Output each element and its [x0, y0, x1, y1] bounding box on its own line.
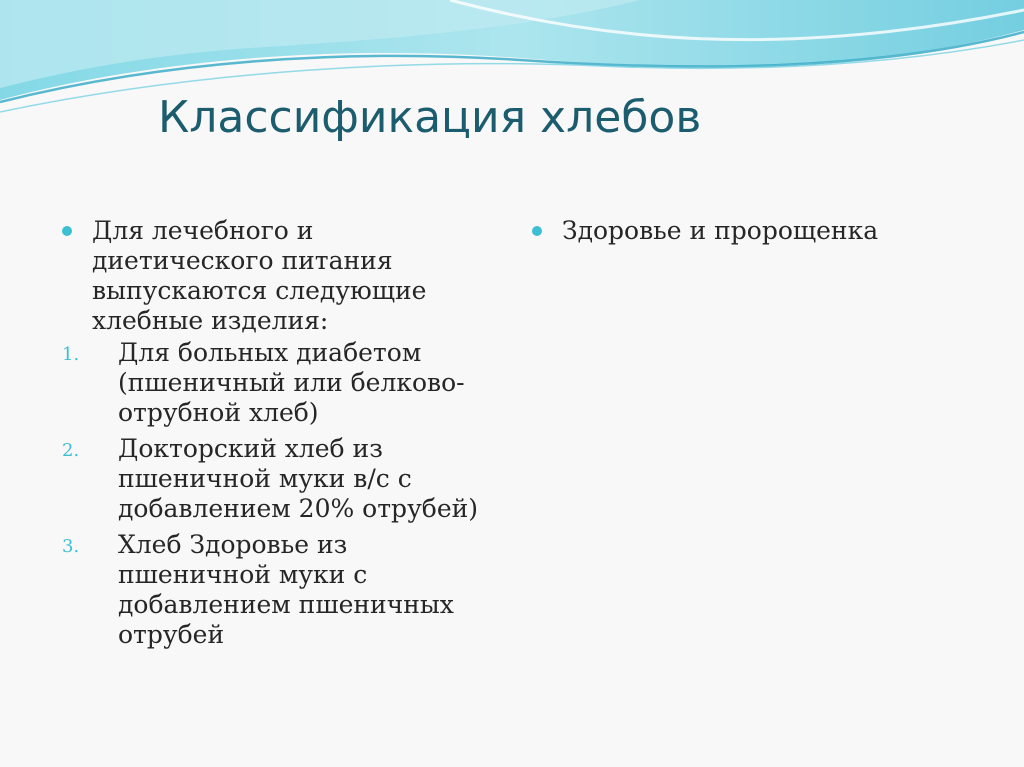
bullet-item: [62, 216, 502, 336]
intro-text: Для лечебного и диетического питания выпускаются следующие хлебные изделия:: [92, 216, 427, 335]
list-number: 3.: [62, 536, 80, 557]
right-bullet-text: Здоровье и пророщенка: [562, 216, 879, 245]
list-number: 1.: [62, 344, 80, 365]
list-item: [62, 434, 502, 524]
list-item: [62, 530, 502, 650]
left-column: [62, 216, 502, 656]
list-item: [62, 338, 502, 428]
bullet-dot-icon: [532, 226, 542, 236]
bullet-item: [532, 216, 1002, 246]
slide-title: Классификация хлебов: [158, 92, 702, 143]
bullet-dot-icon: [62, 226, 72, 236]
right-column: [532, 216, 1002, 248]
list-item-text: Хлеб Здоровье из пшеничной муки с добавлением пшеничных отрубей: [118, 530, 454, 649]
list-item-text: Докторский хлеб из пшеничной муки в/с с добавлением 20% отрубей): [118, 434, 479, 523]
list-item-text: Для больных диабетом (пшеничный или белково-отрубной хлеб): [118, 338, 465, 427]
list-number: 2.: [62, 440, 80, 461]
numbered-list: [62, 338, 502, 650]
